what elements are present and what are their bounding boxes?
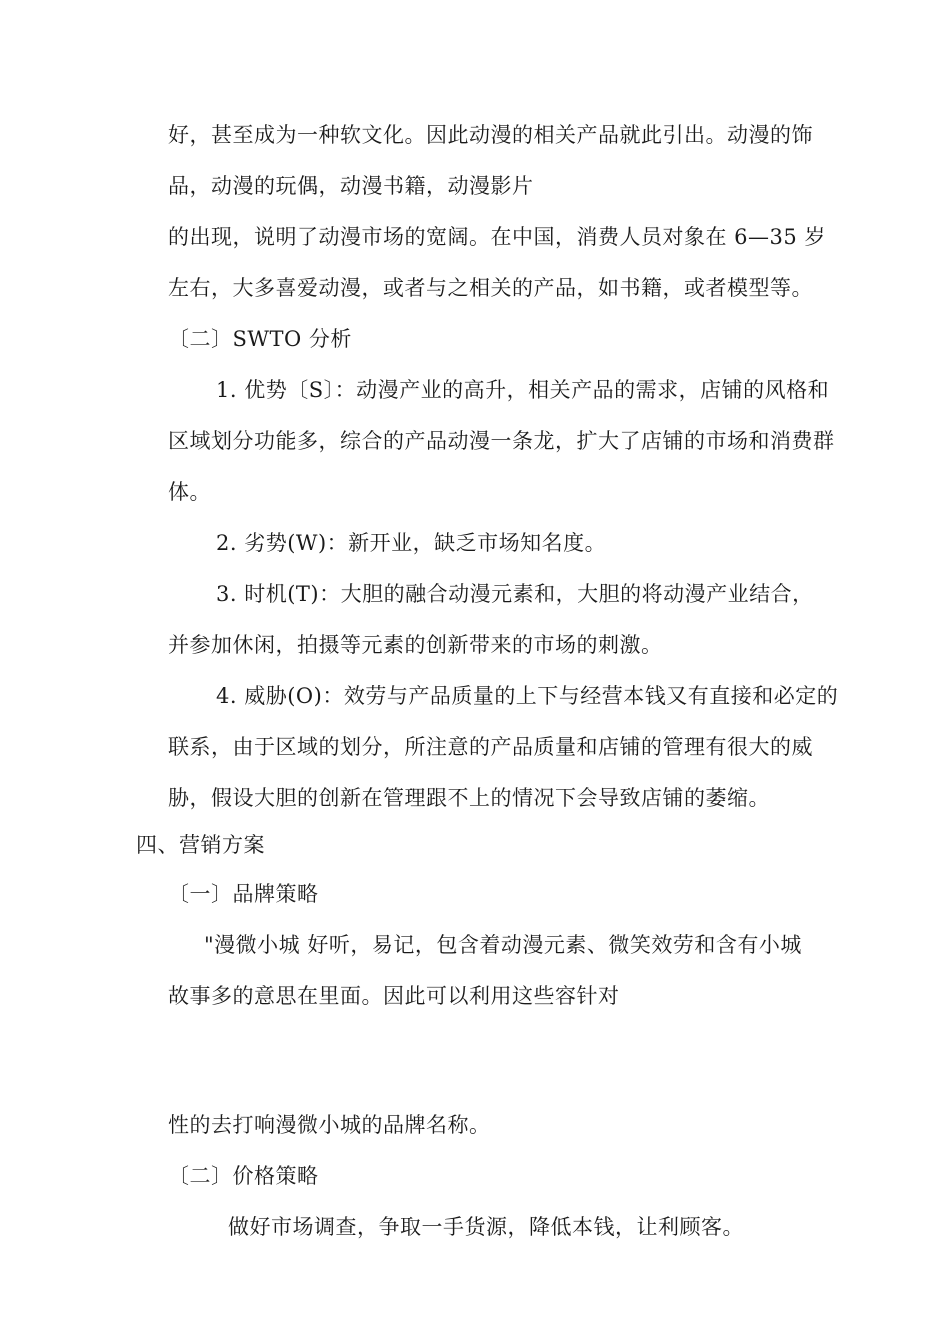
text-line: 做好市场调查，争取一手货源，降低本钱，让利顾客。 bbox=[228, 1215, 744, 1239]
text-line: 左右，大多喜爱动漫，或者与之相关的产品，如书籍，或者模型等。 bbox=[168, 276, 813, 300]
text-line: 体。 bbox=[168, 480, 211, 504]
text-line: 3. 时机(T)：大胆的融合动漫元素和，大胆的将动漫产业结合， bbox=[216, 582, 814, 606]
text-line: 品，动漫的玩偶，动漫书籍，动漫影片 bbox=[168, 174, 534, 198]
text-line: 并参加休闲，拍摄等元素的创新带来的市场的刺激。 bbox=[168, 633, 663, 657]
text-line: 好，甚至成为一种软文化。因此动漫的相关产品就此引出。动漫的饰 bbox=[168, 123, 813, 147]
text-line: "漫微小城 好听，易记，包含着动漫元素、微笑效劳和含有小城 bbox=[204, 933, 802, 957]
text-line: 胁，假设大胆的创新在管理跟不上的情况下会导致店铺的萎缩。 bbox=[168, 786, 770, 810]
section-heading: 〔二〕价格策略 bbox=[168, 1164, 319, 1188]
text-line: 1. 优势〔S〕：动漫产业的高升，相关产品的需求，店铺的风格和 bbox=[216, 378, 830, 402]
text-line: 性的去打响漫微小城的品牌名称。 bbox=[168, 1113, 491, 1137]
section-heading: 〔一〕品牌策略 bbox=[168, 882, 319, 906]
text-line: 故事多的意思在里面。因此可以利用这些容针对 bbox=[168, 984, 620, 1008]
chapter-heading: 四、营销方案 bbox=[136, 833, 265, 857]
text-line: 2. 劣势(W)：新开业，缺乏市场知名度。 bbox=[216, 531, 607, 555]
text-line: 联系，由于区域的划分，所注意的产品质量和店铺的管理有很大的威 bbox=[168, 735, 813, 759]
section-heading: 〔二〕SWTO 分析 bbox=[168, 327, 352, 351]
text-line: 区域划分功能多，综合的产品动漫一条龙，扩大了店铺的市场和消费群 bbox=[168, 429, 835, 453]
text-line: 4. 威胁(O)：效劳与产品质量的上下与经营本钱又有直接和必定的 bbox=[216, 684, 839, 708]
text-line: 的出现，说明了动漫市场的宽阔。在中国，消费人员对象在 6—35 岁 bbox=[168, 225, 826, 249]
